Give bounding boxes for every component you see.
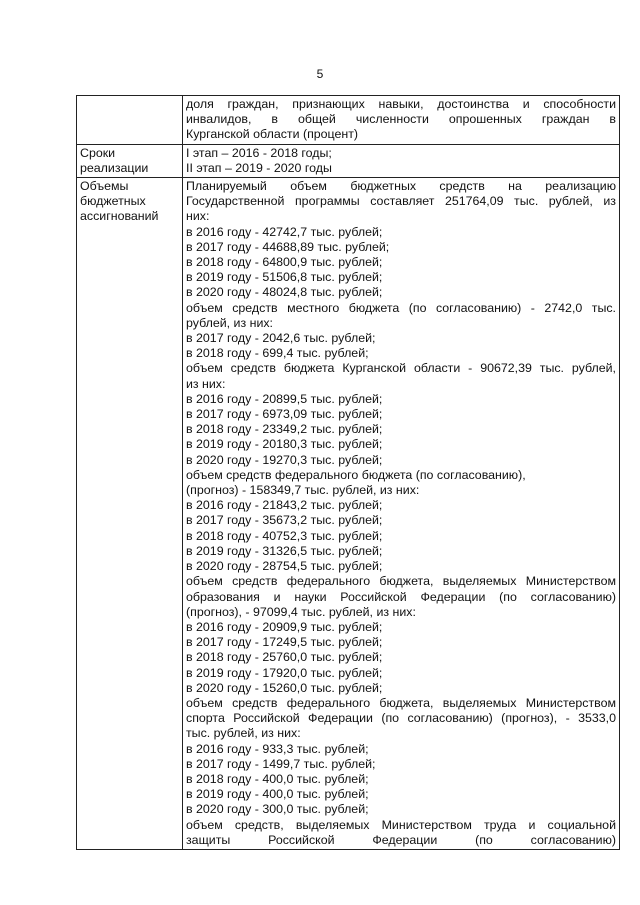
funding-line: в 2019 году - 20180,3 тыс. рублей; [186,437,383,452]
funding-line: в 2019 году - 400,0 тыс. рублей; [186,787,369,802]
funding-line: образования и науки Российской Федерации (по согласованию) [186,589,616,604]
funding-line: в 2018 году - 64800,9 тыс. рублей; [186,255,383,270]
funding-line: объем средств федерального бюджета (по согласованию), [186,467,526,482]
table-row-terms [77,144,620,177]
funding-line: в 2020 году - 15260,0 тыс. рублей; [186,680,383,695]
funding-line: в 2018 году - 40752,3 тыс. рублей; [186,528,383,543]
funding-line: в 2020 году - 19270,3 тыс. рублей; [186,452,383,467]
table-row-indicator [77,96,620,145]
funding-line: в 2018 году - 25760,0 тыс. рублей; [186,650,383,665]
funding-line: в 2017 году - 17249,5 тыс. рублей; [186,635,383,650]
funding-line: в 2017 году - 1499,7 тыс. рублей; [186,756,376,771]
funding-line: в 2017 году - 35673,2 тыс. рублей; [186,513,383,528]
table-row-funding [77,178,620,850]
funding-line: в 2017 году - 44688,89 тыс. рублей; [186,239,390,254]
funding-line: в 2020 году - 28754,5 тыс. рублей; [186,559,383,574]
funding-line: в 2020 году - 48024,8 тыс. рублей; [186,285,383,300]
terms-line: I этап – 2016 - 2018 годы; [186,145,332,160]
funding-line: в 2016 году - 20899,5 тыс. рублей; [186,391,383,406]
terms-line: II этап – 2019 - 2020 годы [186,160,332,175]
funding-line: в 2018 году - 400,0 тыс. рублей; [186,771,369,786]
funding-line: Планируемый объем бюджетных средств на реализацию [186,179,616,194]
funding-line: в 2016 году - 933,3 тыс. рублей; [186,741,369,756]
funding-line: из них: [186,376,226,391]
funding-line: объем средств местного бюджета (по согласованию) - 2742,0 тыс. [186,300,616,315]
funding-line: в 2019 году - 51506,8 тыс. рублей; [186,270,383,285]
funding-content-cell [183,178,620,850]
funding-label-line: ассигнований [80,209,159,224]
funding-line: в 2019 году - 17920,0 тыс. рублей; [186,665,383,680]
indicator-label-cell [77,96,183,145]
funding-line: объем средств бюджета Курганской области - 90672,39 тыс. рублей, [186,361,616,376]
funding-label-cell [77,178,183,850]
terms-content-cell [183,144,620,177]
funding-line: них: [186,209,210,224]
funding-line: в 2016 году - 21843,2 тыс. рублей; [186,498,383,513]
funding-line: объем средств, выделяемых Министерством труда и социальной [186,817,616,832]
funding-line: защиты Российской Федерации (по согласованию) [186,832,616,847]
funding-line: в 2017 году - 2042,6 тыс. рублей; [186,331,376,346]
funding-line: в 2020 году - 300,0 тыс. рублей; [186,802,369,817]
funding-label-line: бюджетных [80,194,146,209]
indicator-line: доля граждан, признающих навыки, достоинства и способности [186,97,616,111]
indicator-line: Курганской области (процент) [186,127,359,142]
funding-line: Государственной программы составляет 251764,09 тыс. рублей, из [186,194,616,209]
indicator-content-cell [183,96,620,145]
page-number: 5 [316,67,324,81]
funding-line: в 2016 году - 42742,7 тыс. рублей; [186,224,383,239]
funding-line: рублей, из них: [186,315,274,330]
indicator-line: инвалидов, в общей численности опрошенных граждан в [186,112,616,127]
funding-line: объем средств федерального бюджета, выделяемых Министерством [186,695,616,710]
funding-line: в 2017 году - 6973,09 тыс. рублей; [186,407,383,422]
funding-line: тыс. рублей, из них: [186,726,301,741]
funding-label-line: Объемы [80,179,129,194]
funding-line: объем средств федерального бюджета, выделяемых Министерством [186,574,616,589]
terms-label-line: Сроки [80,145,116,160]
funding-line: в 2019 году - 31326,5 тыс. рублей; [186,543,383,558]
program-passport-table [76,95,620,850]
terms-label-line: реализации [80,160,149,175]
funding-line: (прогноз), - 97099,4 тыс. рублей, из них: [186,604,416,619]
funding-line: в 2016 году - 20909,9 тыс. рублей; [186,619,383,634]
funding-line: в 2018 году - 23349,2 тыс. рублей; [186,422,383,437]
funding-line: (прогноз) - 158349,7 тыс. рублей, из них: [186,483,420,498]
funding-line: в 2018 году - 699,4 тыс. рублей; [186,346,369,361]
funding-line: спорта Российской Федерации (по согласованию) (прогноз), - 3533,0 [186,711,616,726]
terms-label-cell [77,144,183,177]
